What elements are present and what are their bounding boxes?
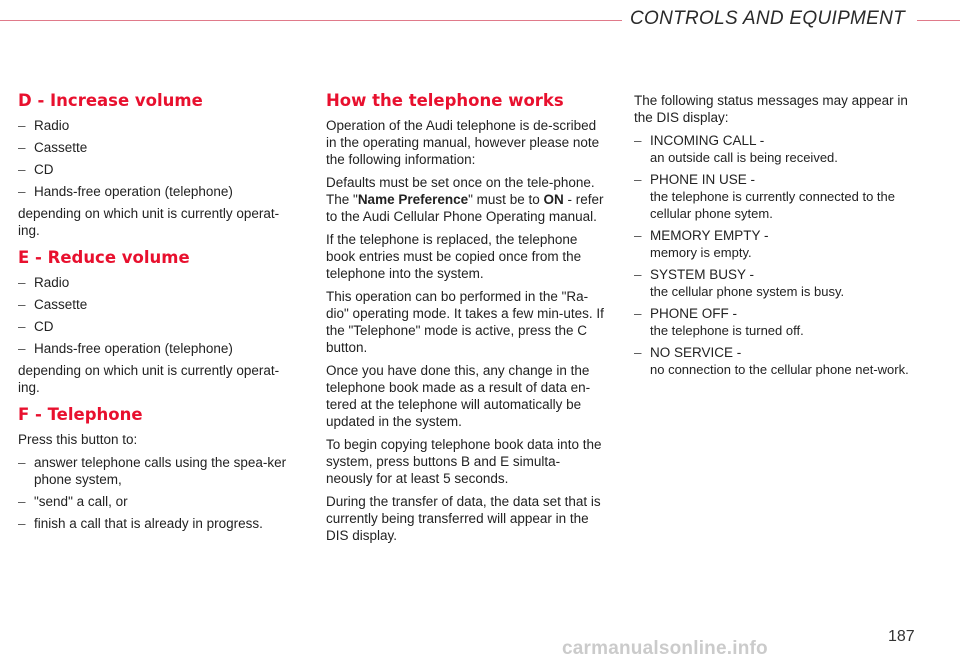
list-item: – Cassette xyxy=(18,140,88,155)
column-2 xyxy=(326,92,606,550)
list-item: – Hands-free operation (telephone) xyxy=(18,184,233,199)
status-message-item: – PHONE IN USE - the telephone is currently connected to the cellular phone sytem. xyxy=(634,172,895,221)
column-3 xyxy=(634,92,924,383)
telephone-list xyxy=(18,454,298,532)
column-1 xyxy=(18,92,298,537)
name-preference-term: Name Preference xyxy=(357,192,469,207)
status-message-item: – INCOMING CALL - an outside call is being received. xyxy=(634,133,838,165)
heading-reduce-volume: E - Reduce volume xyxy=(18,248,190,267)
header-rule-right xyxy=(917,20,960,21)
paragraph: This operation can bo performed in the "Ra-dio" operating mode. It takes a few min-utes. If the "Telephone" mode is active, press the C button. xyxy=(326,289,604,355)
list-item: – CD xyxy=(18,162,54,177)
heading-how-telephone-works: How the telephone works xyxy=(326,91,564,110)
paragraph-defaults: Defaults must be set once on the tele-phone. The "Name Preference" must be to ON - refer to the Audi Cellular Phone Operating manual. xyxy=(326,175,604,224)
status-message-list xyxy=(634,132,924,378)
increase-volume-list xyxy=(18,117,298,200)
list-item: – answer telephone calls using the spea-ker phone system, xyxy=(18,455,287,487)
list-item: – Hands-free operation (telephone) xyxy=(18,341,233,356)
heading-telephone: F - Telephone xyxy=(18,405,143,424)
page-number: 187 xyxy=(888,628,915,645)
status-message-item: – NO SERVICE - no connection to the cellular phone net-work. xyxy=(634,345,909,377)
list-item: – CD xyxy=(18,319,54,334)
status-message-item: – SYSTEM BUSY - the cellular phone system is busy. xyxy=(634,267,845,299)
list-item: – "send" a call, or xyxy=(18,494,128,509)
status-message-item: – PHONE OFF - the telephone is turned off. xyxy=(634,306,804,338)
heading-increase-volume: D - Increase volume xyxy=(18,91,203,110)
increase-volume-note: depending on which unit is currently operat-ing. xyxy=(18,206,280,238)
paragraph: During the transfer of data, the data set that is currently being transferred will appear in the DIS display. xyxy=(326,494,601,543)
list-item: – Radio xyxy=(18,275,70,290)
paragraph: If the telephone is replaced, the telephone book entries must be copied once from the telephone into the system. xyxy=(326,232,582,281)
on-term: ON xyxy=(543,192,564,207)
status-intro: The following status messages may appear in the DIS display: xyxy=(634,93,908,125)
reduce-volume-list xyxy=(18,274,298,357)
list-item: – finish a call that is already in progress. xyxy=(18,516,263,531)
telephone-intro: Press this button to: xyxy=(18,432,138,447)
header-rule-left xyxy=(0,20,622,21)
watermark: carmanualsonline.info xyxy=(562,638,768,659)
page-header-title: CONTROLS AND EQUIPMENT xyxy=(630,8,906,29)
list-item: – Cassette xyxy=(18,297,88,312)
status-message-item: – MEMORY EMPTY - memory is empty. xyxy=(634,228,769,260)
reduce-volume-note: depending on which unit is currently operat-ing. xyxy=(18,363,280,395)
paragraph: Operation of the Audi telephone is de-scribed in the operating manual, however please note the following information: xyxy=(326,118,600,167)
paragraph: Once you have done this, any change in the telephone book made as a result of data en-tered at the telephone will automatically be updated in the system. xyxy=(326,363,591,429)
list-item: – Radio xyxy=(18,118,70,133)
paragraph: To begin copying telephone book data into the system, press buttons B and E simulta-neously for at least 5 seconds. xyxy=(326,437,602,486)
